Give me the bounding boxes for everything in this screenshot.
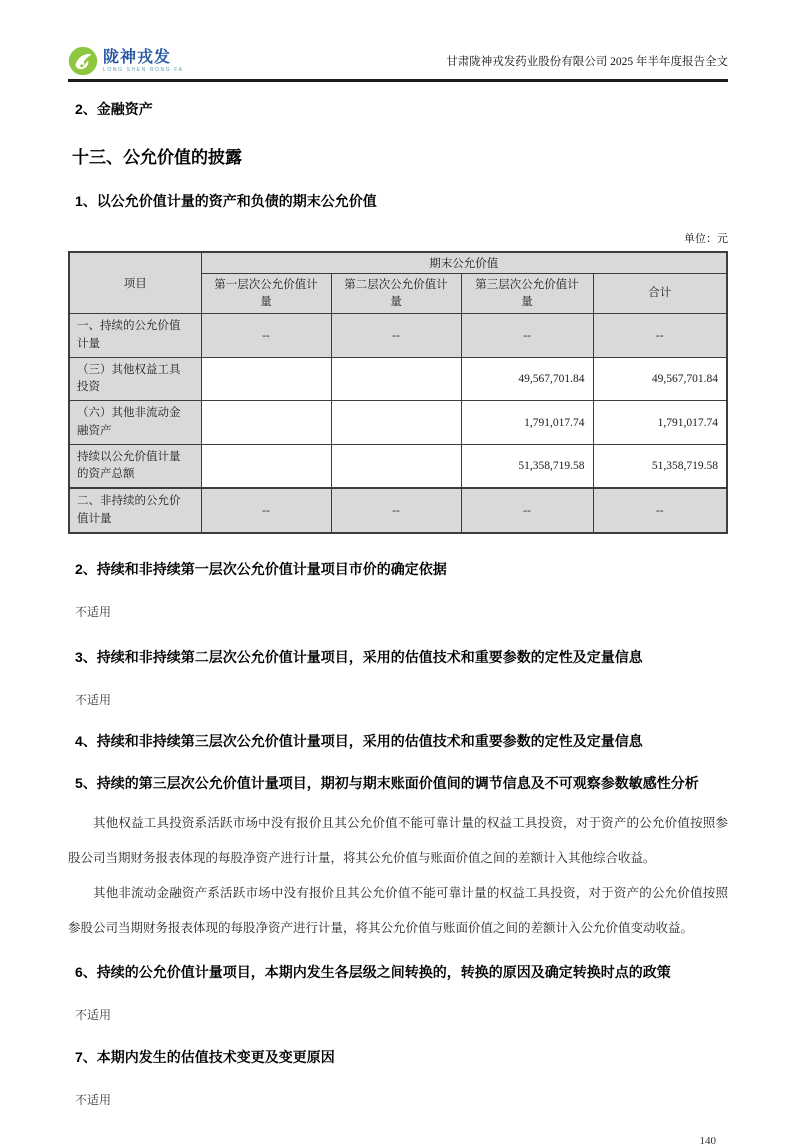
heading-item-4: 4、持续和非持续第三层次公允价值计量项目，采用的估值技术和重要参数的定性及定量信息: [75, 732, 643, 749]
company-logo-text: [103, 50, 184, 73]
table-row-noncontinuous-measurement: [69, 488, 727, 533]
cell-level3: 1,791,017.74: [461, 401, 593, 445]
heading-item-2: 2、持续和非持续第一层次公允价值计量项目市价的确定依据: [75, 560, 447, 577]
cell-total: --: [593, 314, 727, 358]
table-row-other-equity-investments: [69, 357, 727, 401]
heading-item-1: 1、以公允价值计量的资产和负债的期末公允价值: [75, 193, 377, 209]
unit-label: 单位：元: [684, 233, 728, 245]
cell-level3: --: [461, 488, 593, 533]
cell-level1: [201, 444, 331, 488]
item-5-paragraphs: [68, 806, 728, 946]
heading-item-5: 5、持续的第三层次公允价值计量项目，期初与期末账面价值间的调节信息及不可观察参数敏感性分析: [75, 774, 699, 791]
col-header-total: 合计: [593, 274, 727, 314]
cell-level1: [201, 401, 331, 445]
company-logo-subtitle: LONG SHEN RONG FA: [103, 66, 184, 73]
cell-total: 51,358,719.58: [593, 444, 727, 488]
col-header-item: 项目: [69, 252, 201, 314]
cell-level2: [331, 444, 461, 488]
col-header-level-2: 第二层次公允价值计量: [331, 274, 461, 314]
row-label: （三）其他权益工具投资: [69, 357, 201, 401]
not-applicable-text-item-2: 不适用: [75, 604, 112, 619]
heading-financial-assets: 2、金融资产: [75, 101, 153, 117]
cell-level3: 51,358,719.58: [461, 444, 593, 488]
cell-level1: --: [201, 488, 331, 533]
page-number: 140: [699, 1134, 716, 1147]
page-header: [68, 0, 728, 82]
company-logo-name: 陇神戎发: [103, 48, 172, 66]
cell-level3: --: [461, 314, 593, 358]
cell-level3: 49,567,701.84: [461, 357, 593, 401]
heading-chapter-fair-value-disclosure: 十三、公允价值的披露: [72, 148, 242, 167]
row-label: 二、非持续的公允价值计量: [69, 488, 201, 533]
paragraph-equity-investments: 其他权益工具投资系活跃市场中没有报价且其公允价值不能可靠计量的权益工具投资，对于资产的公允价值按照参股公司当期财务报表体现的每股净资产进行计量，将其公允价值与账面价值之间的差额计入其他综合收益。: [68, 815, 728, 865]
col-header-level-1: 第一层次公允价值计量: [201, 274, 331, 314]
cell-total: 49,567,701.84: [593, 357, 727, 401]
cell-level1: --: [201, 314, 331, 358]
cell-level2: --: [331, 314, 461, 358]
row-label: 一、持续的公允价值计量: [69, 314, 201, 358]
company-logo-icon: [68, 46, 98, 76]
report-title: 甘肃陇神戎发药业股份有限公司 2025 年半年度报告全文: [446, 56, 728, 68]
paragraph-noncurrent-financial-assets: 其他非流动金融资产系活跃市场中没有报价且其公允价值不能可靠计量的权益工具投资，对于资产的公允价值按照参股公司当期财务报表体现的每股净资产进行计量，将其公允价值与账面价值之间的差额计入公允价值变动收益。: [68, 885, 728, 935]
cell-level2: --: [331, 488, 461, 533]
table-header-group-row: [69, 252, 727, 274]
cell-total: --: [593, 488, 727, 533]
row-label: 持续以公允价值计量的资产总额: [69, 444, 201, 488]
cell-level2: [331, 357, 461, 401]
table-row-other-noncurrent-financial-assets: [69, 401, 727, 445]
cell-level2: [331, 401, 461, 445]
col-header-period-end-fair-value: 期末公允价值: [201, 252, 727, 274]
not-applicable-text-item-6: 不适用: [75, 1007, 112, 1022]
cell-total: 1,791,017.74: [593, 401, 727, 445]
fair-value-table: [68, 251, 728, 534]
heading-item-3: 3、持续和非持续第二层次公允价值计量项目，采用的估值技术和重要参数的定性及定量信息: [75, 648, 643, 665]
heading-item-7: 7、本期内发生的估值技术变更及变更原因: [75, 1048, 335, 1065]
not-applicable-text-item-7: 不适用: [75, 1092, 112, 1107]
col-header-level-3: 第三层次公允价值计量: [461, 274, 593, 314]
row-label: （六）其他非流动金融资产: [69, 401, 201, 445]
heading-item-6: 6、持续的公允价值计量项目，本期内发生各层级之间转换的，转换的原因及确定转换时点的政策: [75, 963, 671, 980]
table-row-continuous-measurement: [69, 314, 727, 358]
company-logo: [68, 46, 184, 76]
table-row-total-assets-continuous: [69, 444, 727, 488]
not-applicable-text-item-3: 不适用: [75, 692, 112, 707]
cell-level1: [201, 357, 331, 401]
